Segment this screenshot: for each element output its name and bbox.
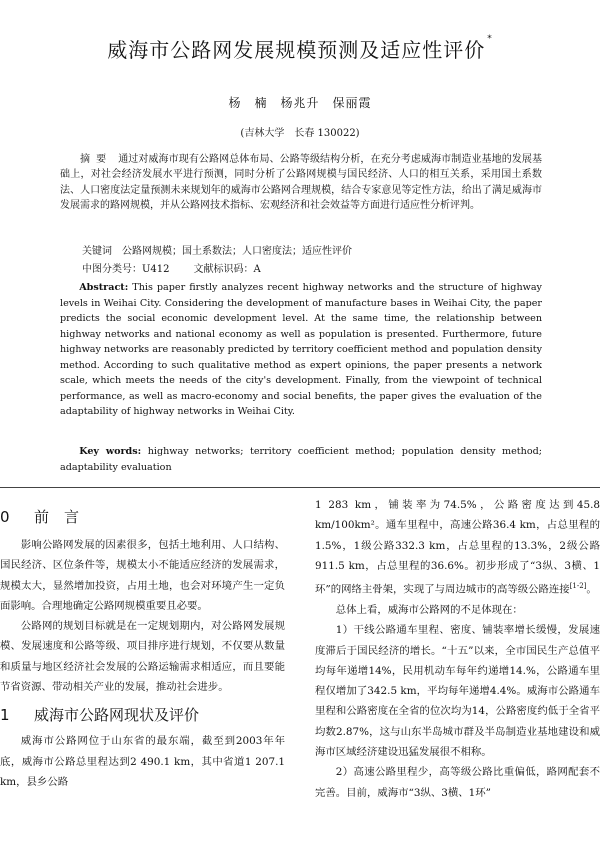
- section-heading-intro: [0, 503, 285, 531]
- title-footnote-mark: *: [487, 34, 493, 44]
- abstract-chinese: [60, 152, 542, 213]
- status-point-2: 2）高速公路里程少，高等级公路比重偏低，路网配套不完善。目前，威海市“3纵、3横、1环”: [315, 766, 600, 799]
- keywords-chinese: [60, 244, 564, 259]
- title-text: 威海市公路网发展规模预测及适应性评价: [107, 38, 486, 62]
- section-title: 前 言: [34, 508, 80, 526]
- classification-line: [60, 262, 564, 277]
- abstract-en-label: Abstract:: [79, 282, 129, 293]
- keywords-text: 公路网规模；国土系数法；人口密度法；适应性评价: [122, 246, 352, 257]
- section-number: 0: [0, 508, 10, 526]
- document-code: 文献标识码：A: [193, 264, 261, 275]
- intro-paragraph-2: 公路网的规划目标就是在一定规划期内，对公路网发展规模、发展速度和公路等级、项目排序进行规划，不仅要从数量和质量与地区经济社会发展的公路运输需求相适应，而且要能节省资源、带动相关产业的发展，推动社会进步。: [0, 620, 285, 694]
- keywords-label: 关键词: [82, 246, 112, 257]
- status-paragraph-1: 威海市公路网位于山东省的最东端，截至到2003年年底，威海市公路总里程达到2 490.1 km，其中省道1 207.1 km，县乡公路: [0, 735, 285, 788]
- section-divider: [0, 487, 600, 488]
- citation-ref[interactable]: [1-2]: [569, 582, 587, 591]
- section-number: 1: [0, 706, 10, 725]
- abstract-label: 摘要: [80, 154, 113, 165]
- paper-title: [0, 34, 600, 63]
- right-column: [315, 495, 600, 803]
- abstract-english: [60, 280, 542, 420]
- author-list: 杨 楠 杨兆升 保丽霞: [228, 96, 372, 110]
- abstract-en-text: This paper firstly analyzes recent highway networks and the structure of highway levels in Weihai City. Considering the development of manufacture bases in Weihai City, the paper predicts the social economic development level. At the same time, the relationship between highway networks and national economy as well as population is presented. Furthermore, future highway networks are reasonably predicted by territory coefficient method and population density method. According to such qualitative method as expert opinions, the paper presents a network scale, which meets the needs of the city's development. Finally, from the viewpoint of technical performance, as well as macro-economy and social benefits, the paper gives the evaluation of the adaptability of highway networks in Weihai City.: [60, 282, 542, 417]
- paragraph-text: 1 283 km，铺装率为74.5%，公路密度达到45.8 km/100km²。通车里程中，高速公路36.4 km，占总里程的1.5%，1级公路332.3 km，占总里程的13.3%，2级公路911.5 km，占总里程的36.6%。初步形成了“3纵、3横、1环”的网络主骨架，实现了与周边城市的高等级公路连接: [315, 499, 600, 596]
- keywords-english: [60, 444, 542, 475]
- status-paragraph-2: 总体上看，威海市公路网的不足体现在：: [335, 603, 523, 616]
- abstract-text: 通过对威海市现有公路网总体布局、公路等级结构分析，在充分考虑威海市制造业基地的发展基础上，对社会经济发展水平进行预测，同时分析了公路网规模与国民经济、人口的相互关系，采用国土系数法、人口密度法定量预测未来规划年的威海市公路网合理规模，结合专家意见等定性方法，给出了满足威海市发展需求的路网规模，并从公路网技术指标、宏观经济和社会效益等方面进行适应性分析评判。: [60, 154, 543, 211]
- keywords-en-label: Key words:: [79, 446, 142, 457]
- affiliation: (吉林大学 长春 130022): [240, 128, 360, 139]
- left-column: [0, 495, 285, 792]
- intro-paragraph-1: 影响公路网发展的因素很多，包括土地利用、人口结构、国民经济、区位条件等，规模太小不能适应经济的发展需求，规模太大，显然增加投资，占用土地，也会对环境产生一定负面影响。合理地确定公路网规模重要且必要。: [0, 539, 285, 612]
- clc-number: 中图分类号：U412: [82, 264, 170, 275]
- keywords-en-text: highway networks; territory coefficient method; population density method; adaptability evaluation: [60, 446, 542, 473]
- paragraph-end: 。: [586, 583, 597, 596]
- status-point-1: 1）干线公路通车里程、密度、铺装率增长缓慢，发展速度滞后于国民经济的增长。“十五”以来，全市国民生产总值平均每年递增14%，民用机动车每年约递增14.%，公路通车里程仅增加了342.5 km，平均每年递增4.4%。威海市公路通车里程和公路密度在全省的位次均为14，公路密度约低于全省平均数2.87%，这与山东半岛城市群及半岛制造业基地建设和威海市区域经济建设迅猛发展很不相称。: [315, 624, 600, 759]
- status-paragraph-1-cont: [315, 495, 600, 600]
- section-heading-status: [0, 701, 285, 729]
- section-title: 威海市公路网现状及评价: [34, 706, 200, 725]
